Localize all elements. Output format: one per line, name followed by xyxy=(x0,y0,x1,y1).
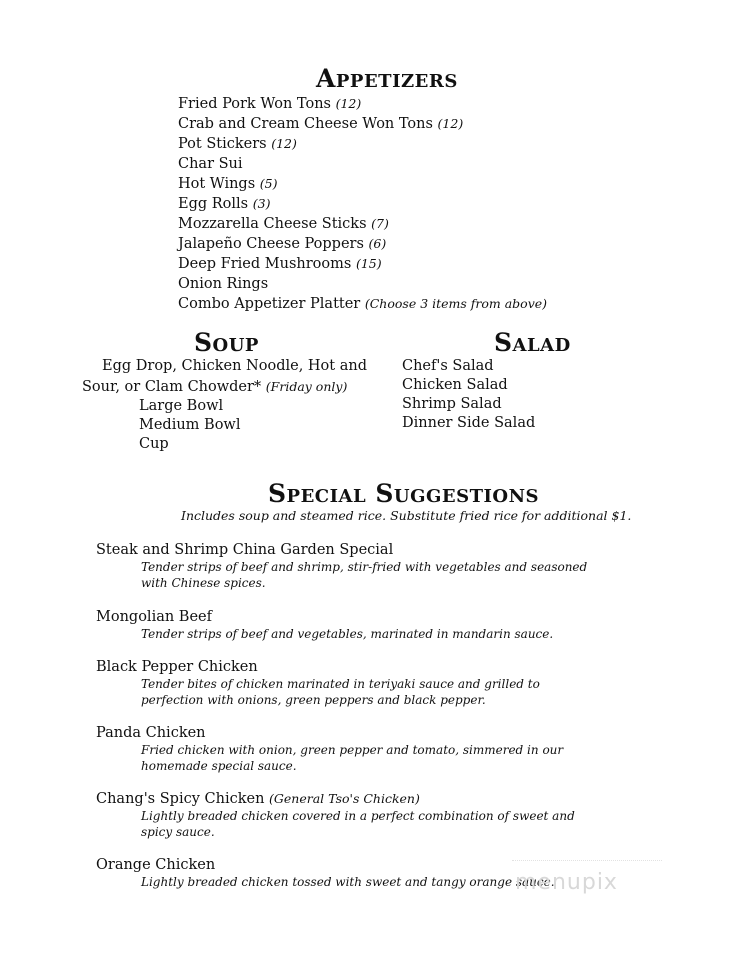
soup-varieties-line1: Egg Drop, Chicken Noodle, Hot and xyxy=(102,358,367,374)
appetizers-heading: Appetizers xyxy=(316,64,458,93)
special-item-description: Tender bites of chicken marinated in teriyaki sauce and grilled to perfection with onions, green peppers and black pepper. xyxy=(141,677,540,707)
special-item-description: Lightly breaded chicken tossed with sweet and tangy orange sauce. xyxy=(141,875,555,889)
appetizer-item: Crab and Cream Cheese Won Tons (12) xyxy=(178,116,464,132)
soup-size-item: Cup xyxy=(139,436,169,452)
soup-heading: Soup xyxy=(194,328,259,357)
specials-heading: Special Suggestions xyxy=(268,479,540,508)
appetizer-item: Fried Pork Won Tons (12) xyxy=(178,96,362,112)
salad-item: Chicken Salad xyxy=(402,377,508,393)
special-item-description: Lightly breaded chicken covered in a perfect combination of sweet and spicy sauce. xyxy=(141,809,575,839)
special-item-description: Tender strips of beef and vegetables, marinated in mandarin sauce. xyxy=(141,627,554,641)
salad-item: Dinner Side Salad xyxy=(402,415,536,431)
appetizer-item: Deep Fried Mushrooms (15) xyxy=(178,256,382,272)
salad-heading: Salad xyxy=(494,328,571,357)
special-item-name: Orange Chicken xyxy=(96,857,216,873)
soup-sizes xyxy=(139,397,240,454)
special-item-name: Mongolian Beef xyxy=(96,609,212,625)
appetizer-item: Jalapeño Cheese Poppers (6) xyxy=(178,236,387,252)
special-item-description: Fried chicken with onion, green pepper and tomato, simmered in our homemade special sauce. xyxy=(141,743,564,773)
appetizer-item: Char Sui xyxy=(178,156,243,172)
salad-item: Shrimp Salad xyxy=(402,396,502,412)
appetizer-item: Combo Appetizer Platter (Choose 3 items from above) xyxy=(178,296,548,312)
soup-varieties-line2: Sour, or Clam Chowder* (Friday only) xyxy=(82,379,348,395)
menupix-watermark: menupix xyxy=(515,870,618,895)
salad-list xyxy=(402,357,535,433)
soup-size-item: Medium Bowl xyxy=(139,417,241,433)
watermark-divider xyxy=(512,860,662,861)
appetizer-item: Pot Stickers (12) xyxy=(178,136,297,152)
appetizers-list xyxy=(178,94,547,314)
specials-subtitle: Includes soup and steamed rice. Substitute fried rice for additional $1. xyxy=(181,508,632,523)
appetizer-item: Onion Rings xyxy=(178,276,269,292)
appetizer-item: Mozzarella Cheese Sticks (7) xyxy=(178,216,389,232)
appetizer-item: Hot Wings (5) xyxy=(178,176,278,192)
special-item-description: Tender strips of beef and shrimp, stir-fried with vegetables and seasoned with Chinese spices. xyxy=(141,560,588,590)
soup-size-item: Large Bowl xyxy=(139,398,224,414)
special-item-name: Panda Chicken xyxy=(96,725,206,741)
special-item-name: Chang's Spicy Chicken (General Tso's Chicken) xyxy=(96,791,420,807)
salad-item: Chef's Salad xyxy=(402,358,494,374)
special-item-name: Steak and Shrimp China Garden Special xyxy=(96,542,394,558)
special-item-name: Black Pepper Chicken xyxy=(96,659,258,675)
appetizer-item: Egg Rolls (3) xyxy=(178,196,271,212)
